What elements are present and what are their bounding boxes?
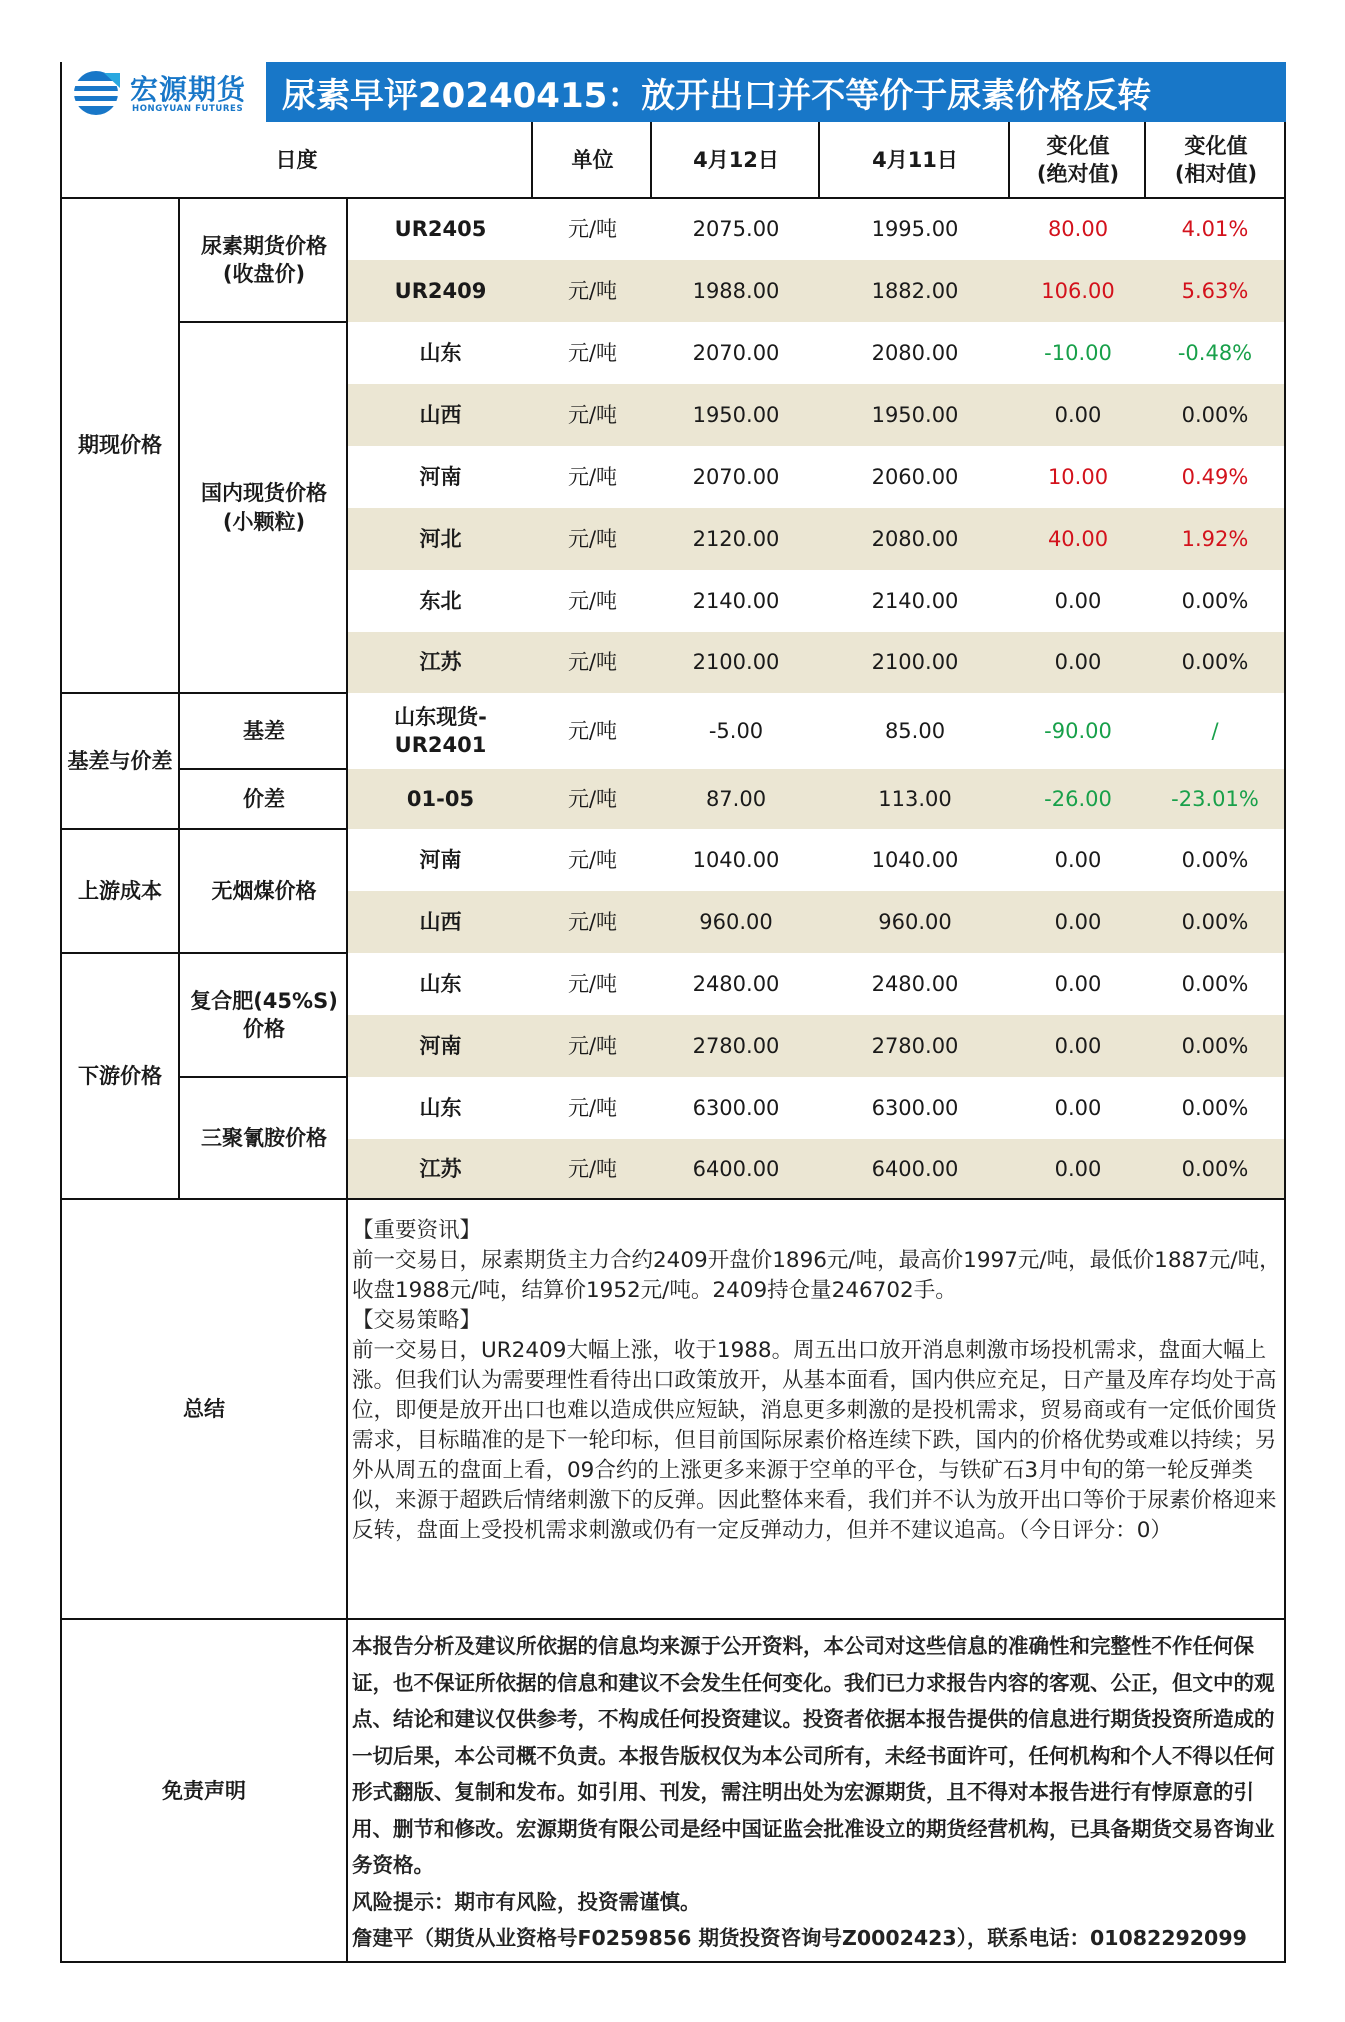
cell-abs: 0.00	[1054, 1033, 1102, 1058]
line-subsection-right	[346, 198, 348, 1963]
summary-label: 总结	[183, 1396, 225, 1421]
cell-item: 河南	[419, 1033, 462, 1058]
sub-spot-line1: 国内现货价格	[201, 481, 327, 506]
cell-v2: 2140.00	[871, 588, 959, 613]
sub-futures-line2: (收盘价)	[222, 262, 306, 286]
cell-unit: 元/吨	[567, 464, 618, 489]
cell-item-line1: 山东现货-	[394, 704, 487, 729]
cell-v1: 1988.00	[692, 278, 780, 303]
cell-abs: 40.00	[1047, 526, 1109, 551]
cell-v2: 2780.00	[871, 1033, 959, 1058]
cell-abs: 0.00	[1054, 971, 1102, 996]
line-disclaimer-top	[60, 1618, 1286, 1620]
sub-coal: 无烟煤价格	[211, 878, 317, 903]
cell-unit: 元/吨	[567, 1095, 618, 1120]
cell-abs: 0.00	[1054, 402, 1102, 427]
line-col-rel	[1144, 122, 1146, 198]
cell-abs: 0.00	[1054, 1095, 1102, 1120]
cell-v1: -5.00	[708, 718, 764, 743]
line-sec-2	[60, 828, 348, 830]
cell-item: UR2405	[394, 216, 487, 241]
disclaimer-body	[352, 1628, 1282, 1957]
header-unit: 单位	[571, 147, 614, 172]
cell-unit: 元/吨	[567, 971, 618, 996]
sub-spot-line2: (小颗粒)	[222, 509, 306, 534]
cell-rel: -0.48%	[1177, 340, 1253, 365]
cell-abs: -90.00	[1044, 718, 1112, 743]
cell-v2: 6400.00	[871, 1156, 959, 1181]
cell-item: 山东	[419, 340, 462, 365]
sub-spot-price	[180, 322, 348, 693]
cell-v2: 2080.00	[871, 526, 959, 551]
sub-futures-price	[180, 198, 348, 322]
line-summary-top	[60, 1198, 1286, 1200]
cell-v1: 6400.00	[692, 1156, 780, 1181]
cell-v1: 2480.00	[692, 971, 780, 996]
header-abs-line1: 变化值	[1046, 133, 1110, 158]
cell-unit: 元/吨	[567, 278, 618, 303]
cell-rel: 0.00%	[1181, 971, 1249, 996]
cell-unit: 元/吨	[567, 588, 618, 613]
line-sub-2	[180, 768, 348, 770]
cell-abs: -26.00	[1044, 786, 1112, 811]
cell-rel: 0.00%	[1181, 650, 1249, 675]
cell-v2: 2080.00	[871, 340, 959, 365]
disclaimer-text: 本报告分析及建议所依据的信息均来源于公开资料，本公司对这些信息的准确性和完整性不作任何保证，也不保证所依据的信息和建议不会发生任何变化。我们已力求报告内容的客观、公正，但文中的观点、结论和建议仅供参考，不构成任何投资建议。投资者依据本报告提供的信息进行期货投资所造成的一切后果，本公司概不负责。本报告版权仅为本公司所有，未经书面许可，任何机构和个人不得以任何形式翻版、复制和发布。如引用、刊发，需注明出处为宏源期货，且不得对本报告进行有悖原意的引用、删节和修改。宏源期货有限公司是经中国证监会批准设立的期货经营机构，已具备期货交易咨询业务资格。	[352, 1634, 1275, 1877]
border-bottom	[60, 1961, 1286, 1963]
line-col-date1	[650, 122, 652, 198]
cell-abs: -10.00	[1044, 340, 1112, 365]
cell-rel: 4.01%	[1181, 216, 1249, 241]
cell-v1: 2070.00	[692, 340, 780, 365]
cell-rel: 0.00%	[1181, 909, 1249, 934]
cell-unit: 元/吨	[567, 340, 618, 365]
cell-v1: 2120.00	[692, 526, 780, 551]
cell-v2: 1882.00	[871, 278, 959, 303]
cell-v2: 85.00	[884, 718, 946, 743]
header-date2: 4月11日	[872, 147, 958, 172]
sub-melamine: 三聚氰胺价格	[201, 1125, 327, 1150]
cell-rel: 0.00%	[1181, 1156, 1249, 1181]
sub-fert-line2: 价格	[243, 1017, 285, 1041]
cell-rel: /	[1211, 718, 1219, 743]
cell-unit: 元/吨	[567, 216, 618, 241]
section-basis-spread: 基差与价差	[67, 748, 173, 773]
cell-unit: 元/吨	[567, 909, 618, 934]
cell-v2: 2100.00	[871, 650, 959, 675]
cell-rel: 0.00%	[1181, 1095, 1249, 1120]
logo-text: 宏源期货	[130, 73, 247, 106]
report-title: 尿素早评20240415：放开出口并不等价于尿素价格反转	[282, 75, 1152, 116]
border-right	[1284, 122, 1286, 1963]
strategy-text: 前一交易日，UR2409大幅上涨，收于1988。周五出口放开消息刺激市场投机需求，盘面大幅上涨。但我们认为需要理性看待出口政策放开，从基本面看，国内供应充足，日产量及库存均处于高位，即便是放开出口也难以造成供应短缺，消息更多刺激的是投机需求，贸易商或有一定低价囤货需求，目标瞄准的是下一轮印标，但目前国际尿素价格连续下跌，国内的价格优势或难以持续；另外从周五的盘面上看，09合约的上涨更多来源于空单的平仓，与铁矿石3月中旬的第一轮反弹类似，来源于超跌后情绪刺激下的反弹。因此整体来看，我们并不认为放开出口等价于尿素价格迎来反转，盘面上受投机需求刺激或仍有一定反弹动力，但并不建议追高。（今日评分：0）	[352, 1338, 1277, 1543]
cell-unit: 元/吨	[567, 847, 618, 872]
news-text: 前一交易日，尿素期货主力合约2409开盘价1896元/吨，最高价1997元/吨，最低价1887元/吨，收盘1988元/吨，结算价1952元/吨。2409持仓量246702手。	[352, 1248, 1281, 1303]
cell-abs: 0.00	[1054, 909, 1102, 934]
cell-item: 01-05	[406, 786, 475, 811]
cell-rel: 0.00%	[1181, 1033, 1249, 1058]
cell-v1: 2140.00	[692, 588, 780, 613]
cell-v2: 1950.00	[871, 402, 959, 427]
header-abs-line2: (绝对值)	[1036, 162, 1120, 186]
cell-item: 江苏	[419, 1156, 462, 1181]
cell-abs: 0.00	[1054, 1156, 1102, 1181]
line-col-abs	[1008, 122, 1010, 198]
logo-mark-icon	[70, 68, 124, 118]
cell-unit: 元/吨	[567, 786, 618, 811]
cell-item: 江苏	[419, 650, 462, 675]
cell-v2: 960.00	[878, 909, 952, 934]
cell-item: 山西	[419, 909, 462, 934]
cell-abs: 80.00	[1047, 216, 1109, 241]
cell-item: 河南	[419, 847, 462, 872]
cell-rel: 0.00%	[1181, 588, 1249, 613]
cell-unit: 元/吨	[567, 1156, 618, 1181]
cell-v1: 2780.00	[692, 1033, 780, 1058]
section-spot-futures: 期现价格	[78, 433, 162, 458]
cell-v1: 6300.00	[692, 1095, 780, 1120]
border-left	[60, 62, 62, 1963]
cell-unit: 元/吨	[567, 402, 618, 427]
line-col-date2	[818, 122, 820, 198]
cell-rel: 1.92%	[1181, 526, 1249, 551]
cell-unit: 元/吨	[567, 1033, 618, 1058]
sub-futures-line1: 尿素期货价格	[201, 233, 327, 258]
summary-body	[352, 1216, 1282, 1546]
line-section-right	[178, 198, 180, 1199]
cell-abs: 106.00	[1041, 278, 1115, 303]
cell-v1: 2100.00	[692, 650, 780, 675]
sub-fert-line1: 复合肥(45%S)	[190, 988, 338, 1013]
line-header-bottom	[60, 197, 1286, 199]
cell-v1: 87.00	[705, 786, 767, 811]
cell-item: 河北	[419, 526, 462, 551]
sub-basis: 基差	[243, 718, 285, 743]
cell-rel: 0.00%	[1181, 847, 1249, 872]
cell-item: 河南	[419, 464, 462, 489]
line-sub-3	[180, 1076, 348, 1078]
cell-v1: 1950.00	[692, 402, 780, 427]
cell-abs: 10.00	[1047, 464, 1109, 489]
cell-item: 山西	[419, 402, 462, 427]
strategy-heading: 【交易策略】	[352, 1308, 482, 1333]
cell-item	[348, 693, 533, 769]
line-col-unit	[531, 122, 533, 198]
cell-v1: 960.00	[699, 909, 773, 934]
cell-abs: 0.00	[1054, 588, 1102, 613]
cell-item: UR2409	[394, 278, 487, 303]
cell-item: 东北	[419, 588, 462, 613]
logo	[60, 62, 266, 122]
cell-v2: 113.00	[878, 786, 952, 811]
line-sec-3	[60, 952, 348, 954]
cell-v1: 2070.00	[692, 464, 780, 489]
cell-v2: 2480.00	[871, 971, 959, 996]
cell-v1: 1040.00	[692, 847, 780, 872]
cell-item-line2: UR2401	[394, 733, 487, 757]
header-date1: 4月12日	[693, 147, 779, 172]
line-sec-1	[60, 692, 348, 694]
cell-abs: 0.00	[1054, 650, 1102, 675]
line-sub-1	[180, 321, 348, 323]
cell-unit: 元/吨	[567, 718, 618, 743]
analyst-contact: 詹建平（期货从业资格号F0259856 期货投资咨询号Z0002423），联系电话：01082292099	[352, 1926, 1247, 1950]
cell-rel: -23.01%	[1171, 786, 1259, 811]
cell-item: 山东	[419, 971, 462, 996]
cell-v2: 6300.00	[871, 1095, 959, 1120]
cell-v2: 1995.00	[871, 216, 959, 241]
disclaimer-label: 免责声明	[162, 1778, 246, 1803]
sub-fertilizer	[180, 953, 348, 1077]
header-dimension: 日度	[275, 147, 318, 172]
header-rel-change	[1146, 122, 1286, 198]
cell-abs: 0.00	[1054, 847, 1102, 872]
cell-rel: 5.63%	[1181, 278, 1249, 303]
cell-v2: 2060.00	[871, 464, 959, 489]
cell-rel: 0.00%	[1181, 402, 1249, 427]
header-abs-change	[1010, 122, 1146, 198]
cell-unit: 元/吨	[567, 650, 618, 675]
section-downstream: 下游价格	[78, 1063, 162, 1088]
sub-spread: 价差	[243, 786, 285, 811]
cell-item: 山东	[419, 1095, 462, 1120]
logo-subtext: HONGYUAN FUTURES	[132, 104, 244, 114]
section-upstream: 上游成本	[78, 878, 162, 903]
cell-v1: 2075.00	[692, 216, 780, 241]
header-rel-line2: (相对值)	[1174, 162, 1258, 186]
cell-unit: 元/吨	[567, 526, 618, 551]
risk-notice: 风险提示：期市有风险，投资需谨慎。	[352, 1889, 701, 1914]
cell-rel: 0.49%	[1181, 464, 1249, 489]
cell-v2: 1040.00	[871, 847, 959, 872]
news-heading: 【重要资讯】	[352, 1218, 482, 1243]
header-rel-line1: 变化值	[1184, 133, 1248, 158]
